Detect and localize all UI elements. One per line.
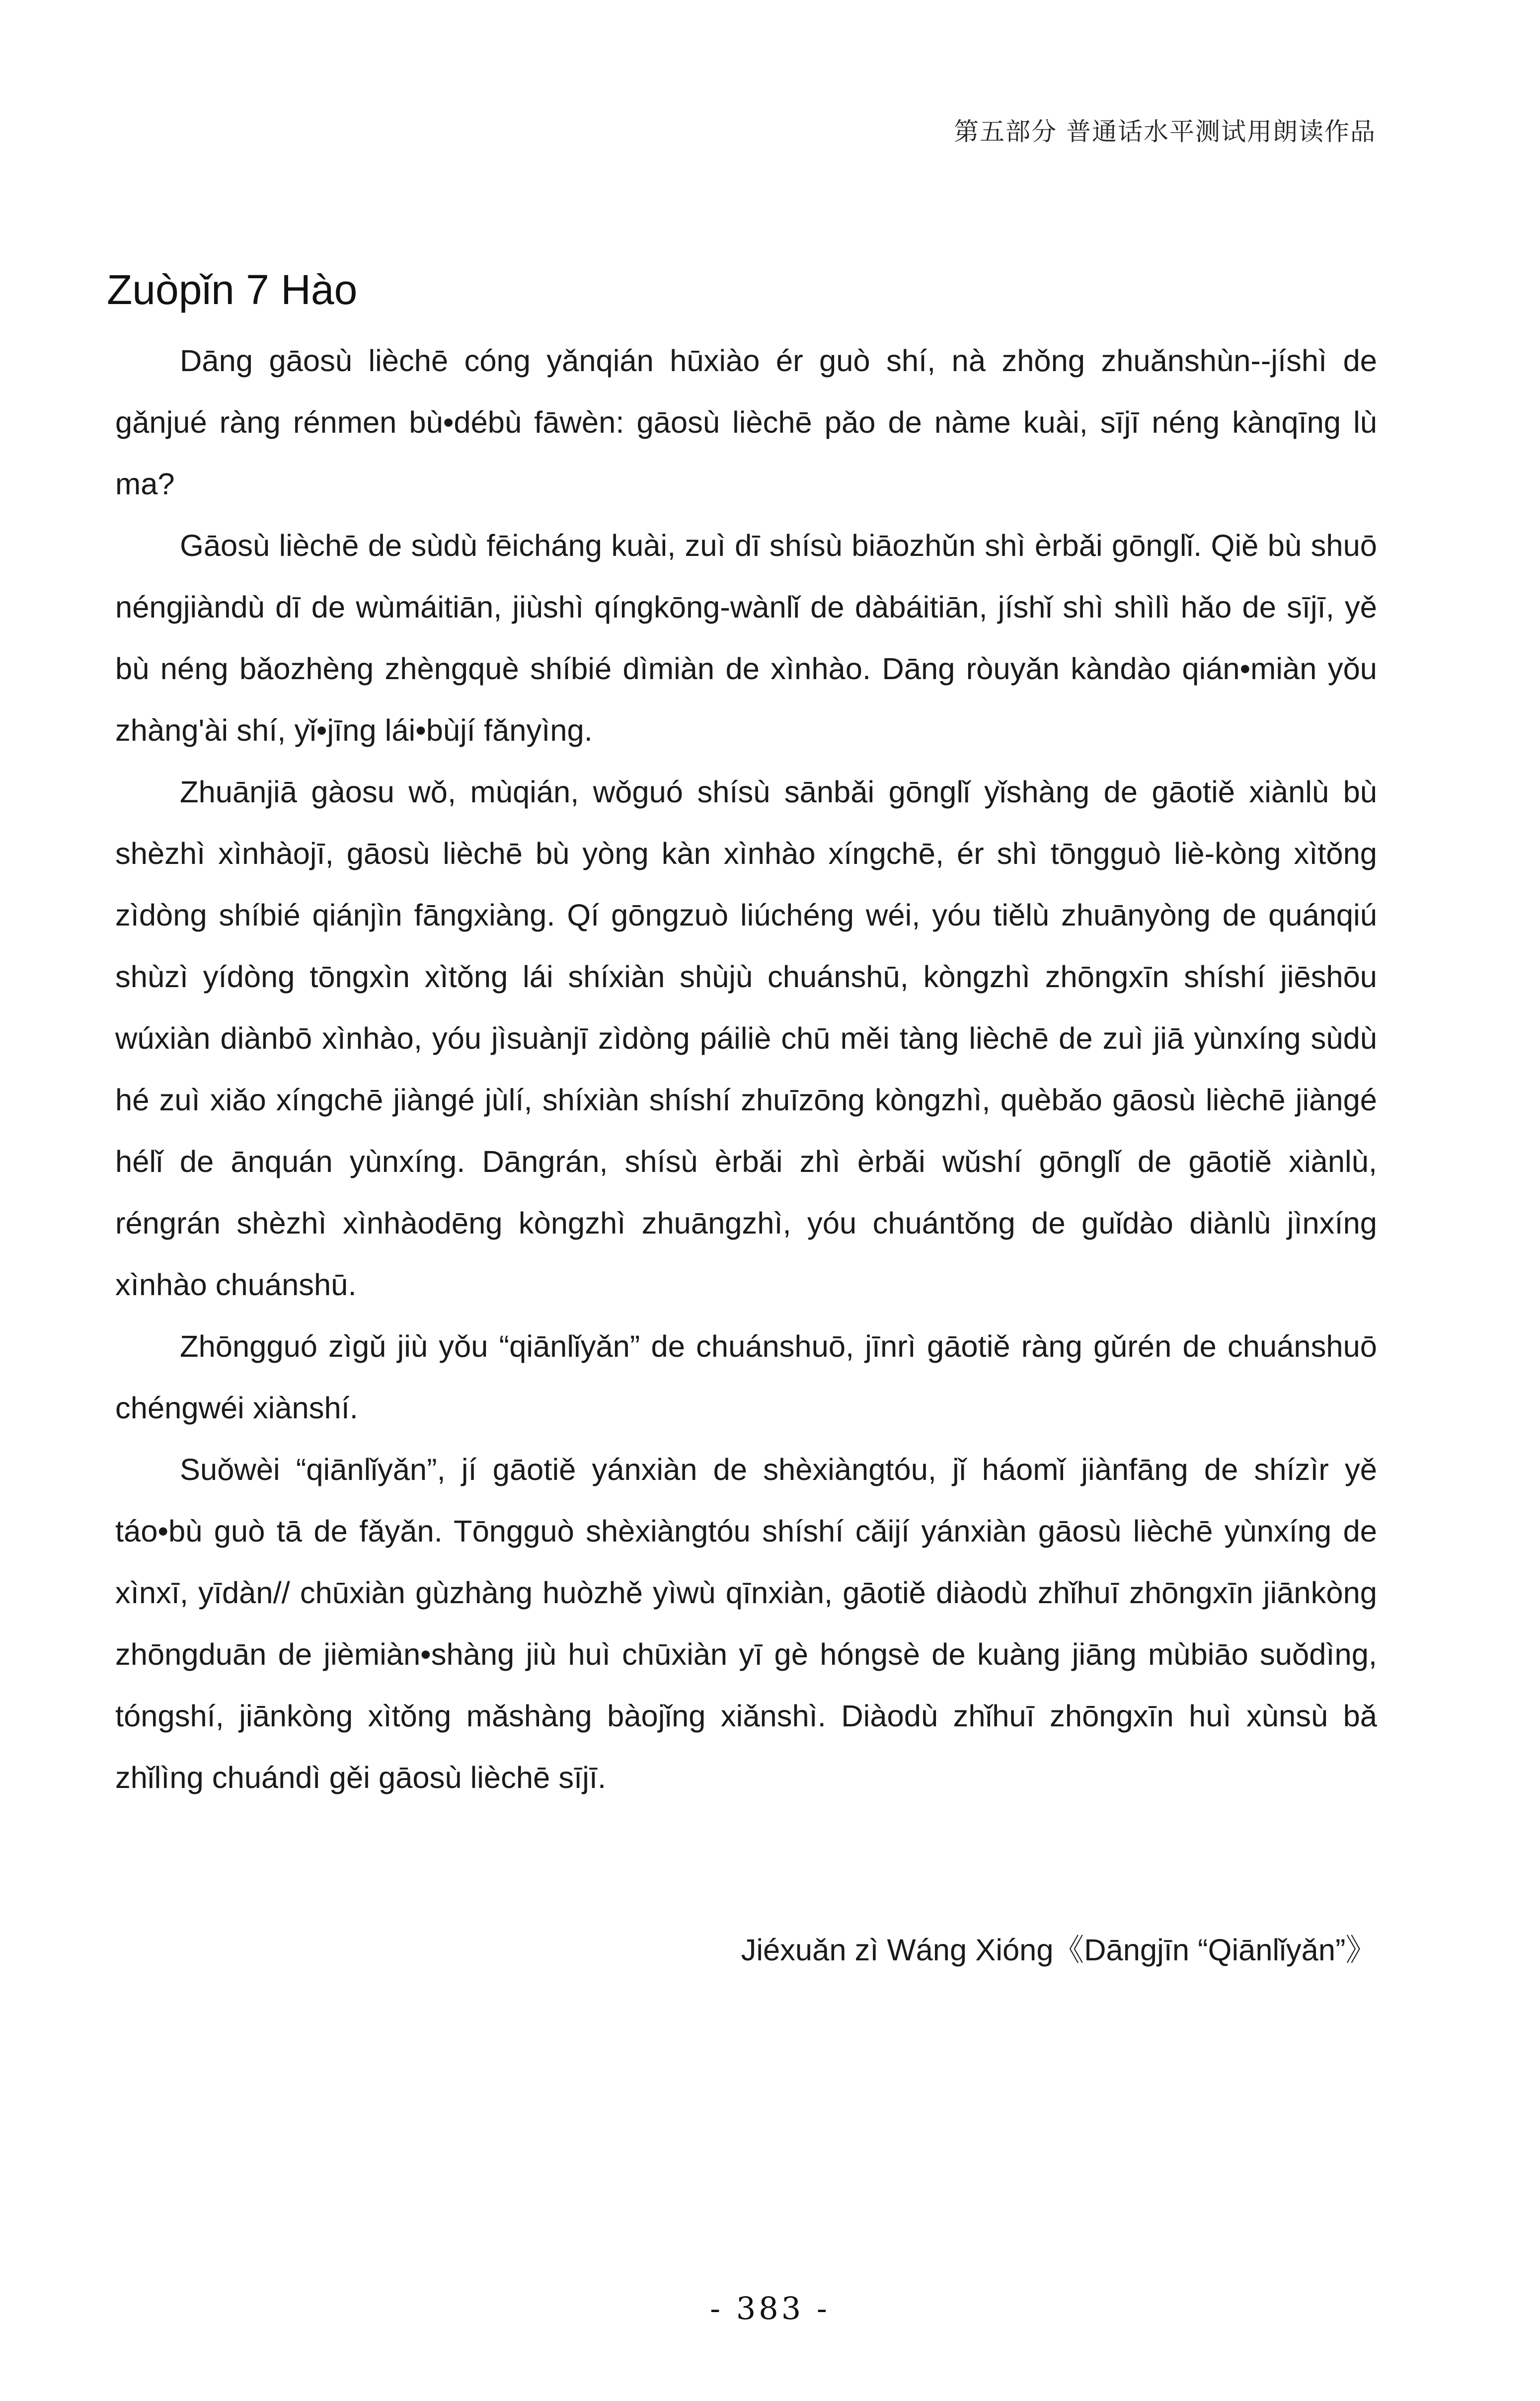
page-number: - 383 - — [710, 2290, 830, 2326]
paragraph: Dāng gāosù lièchē cóng yǎnqián hūxiào ér guò shí, nà zhǒng zhuǎnshùn--jíshì de gǎnjué ràng rénmen bù•débù fāwèn: gāosù lièchē pǎo de nàme kuài, sījī néng kànqīng lù ma? — [115, 344, 1377, 501]
reading-text — [115, 330, 1377, 1809]
paragraph: Zhōngguó zìgǔ jiù yǒu “qiānlǐyǎn” de chuánshuō, jīnrì gāotiě ràng gǔrén de chuánshuō chéngwéi xiànshí. — [115, 1329, 1377, 1425]
running-header: 第五部分 普通话水平测试用朗读作品 — [954, 117, 1376, 146]
paragraph: Suǒwèi “qiānlǐyǎn”, jí gāotiě yánxiàn de shèxiàngtóu, jǐ háomǐ jiànfāng de shízìr yě táo•bù guò tā de fǎyǎn. Tōngguò shèxiàngtóu shíshí cǎijí yánxiàn gāosù lièchē yùnxíng de xìnxī, yīdàn// chūxiàn gùzhàng huòzhě yìwù qīnxiàn, gāotiě diàodù zhǐhuī zhōngxīn jiānkòng zhōngduān de jièmiàn•shàng jiù huì chūxiàn yī gè hóngsè de kuàng jiāng mùbiāo suǒdìng, tóngshí, jiānkòng xìtǒng mǎshàng bàojǐng xiǎnshì. Diàodù zhǐhuī zhōngxīn huì xùnsù bǎ zhǐlìng chuándì gěi gāosù lièchē sījī. — [115, 1453, 1377, 1795]
work-title: Zuòpǐn 7 Hào — [107, 266, 358, 313]
paragraph: Gāosù lièchē de sùdù fēicháng kuài, zuì dī shísù biāozhǔn shì èrbǎi gōnglǐ. Qiě bù shuō néngjiàndù dī de wùmáitiān, jiùshì qíngkōng-wànlǐ de dàbáitiān, jíshǐ shì shìlì hǎo de sījī, yě bù néng bǎozhèng zhèngquè shíbié dìmiàn de xìnhào. Dāng ròuyǎn kàndào qián•miàn yǒu zhàng'ài shí, yǐ•jīng lái•bùjí fǎnyìng. — [115, 529, 1377, 748]
source-citation: Jiéxuǎn zì Wáng Xióng《Dāngjīn “Qiānlǐyǎn”》 — [741, 1933, 1376, 1967]
paragraph: Zhuānjiā gàosu wǒ, mùqián, wǒguó shísù sānbǎi gōnglǐ yǐshàng de gāotiě xiànlù bù shèzhì xìnhàojī, gāosù lièchē bù yòng kàn xìnhào xíngchē, ér shì tōngguò liè-kòng xìtǒng zìdòng shíbié qiánjìn fāngxiàng. Qí gōngzuò liúchéng wéi, yóu tiělù zhuānyòng de quánqiú shùzì yídòng tōngxìn xìtǒng lái shíxiàn shùjù chuánshū, kòngzhì zhōngxīn shíshí jiēshōu wúxiàn diànbō xìnhào, yóu jìsuànjī zìdòng páiliè chū měi tàng lièchē de zuì jiā yùnxíng sùdù hé zuì xiǎo xíngchē jiàngé jùlí, shíxiàn shíshí zhuīzōng kòngzhì, quèbǎo gāosù lièchē jiàngé hélǐ de ānquán yùnxíng. Dāngrán, shísù èrbǎi zhì èrbǎi wǔshí gōnglǐ de gāotiě xiànlù, réngrán shèzhì xìnhàodēng kòngzhì zhuāngzhì, yóu chuántǒng de guǐdào diànlù jìnxíng xìnhào chuánshū. — [115, 775, 1377, 1302]
